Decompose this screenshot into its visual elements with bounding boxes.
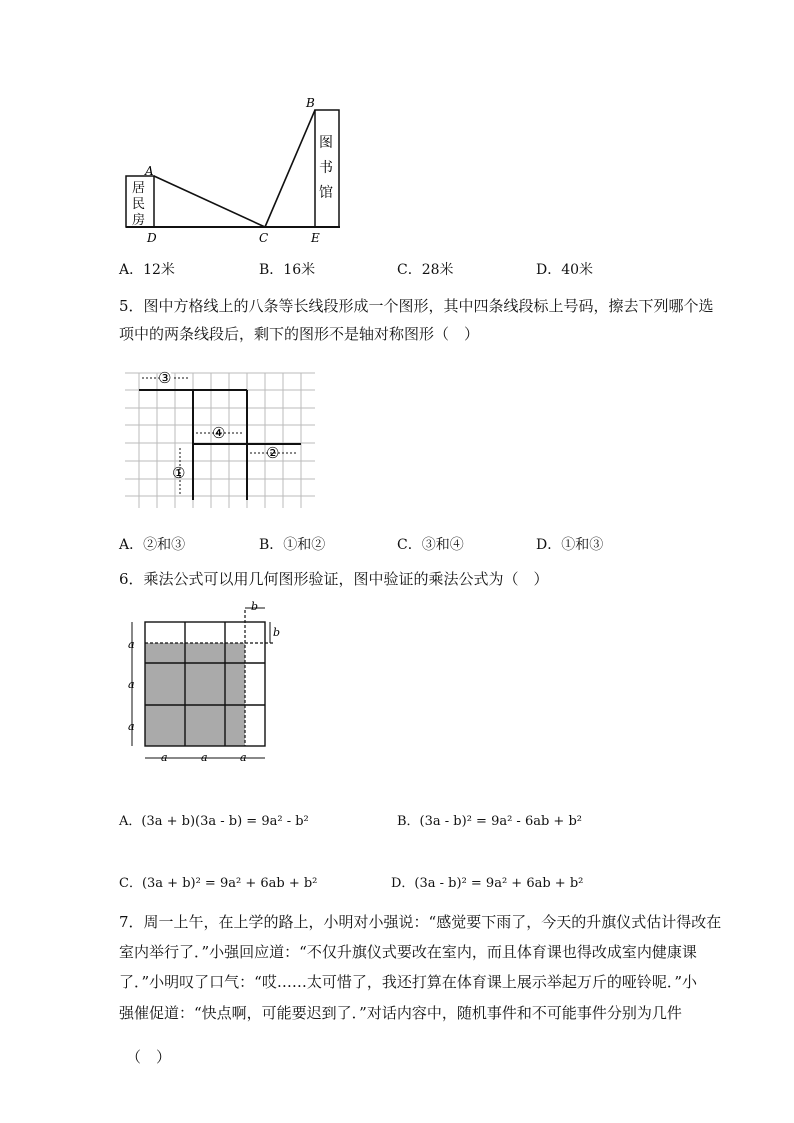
q4-option-a: A．12米 — [119, 262, 175, 278]
segment-label-2: ② — [266, 444, 280, 462]
q6-option-a: A．(3a + b)(3a - b) = 9a² - b² — [119, 814, 309, 829]
segment-label-1: ① — [172, 464, 186, 482]
point-a-label: A — [145, 164, 154, 178]
q5-option-b: B．①和② — [259, 537, 326, 553]
q4-figure — [110, 92, 360, 247]
library-label-3: 馆 — [319, 185, 333, 201]
q5-grid-figure — [120, 368, 320, 513]
dim-a-bottom-3: a — [240, 751, 247, 764]
shaded-region — [145, 643, 245, 746]
q7-stem-line-4: 强催促道：“快点啊，可能要迟到了．”对话内容中，随机事件和不可能事件分别为几件 — [119, 1004, 682, 1022]
q5-option-c: C．③和④ — [397, 537, 464, 553]
q7-stem-line-2: 室内举行了．”小强回应道：“不仅升旗仪式要改在室内，而且体育课也得改成室内健康课 — [119, 943, 697, 961]
dim-b-top: b — [251, 600, 259, 613]
q4-option-b: B．16米 — [259, 262, 316, 278]
q6-stem: 6．乘法公式可以用几何图形验证，图中验证的乘法公式为（ ） — [119, 570, 549, 588]
segment-label-3: ③ — [158, 369, 172, 387]
residence-label-1: 居 — [132, 181, 146, 196]
q6-option-b: B．(3a - b)² = 9a² - 6ab + b² — [397, 814, 582, 829]
q5-option-d: D．①和③ — [536, 537, 604, 553]
point-b-label: B — [306, 96, 315, 110]
q4-option-d: D．40米 — [536, 262, 594, 278]
residence-label-2: 民 — [132, 197, 146, 212]
dim-a-left-2: a — [128, 678, 135, 691]
q6-option-c: C．(3a + b)² = 9a² + 6ab + b² — [119, 876, 318, 891]
q5-option-a: A．②和③ — [119, 537, 186, 553]
dim-a-bottom-2: a — [201, 751, 208, 764]
q6-area-figure — [118, 600, 298, 770]
library-label-2: 书 — [319, 160, 333, 176]
q7-stem-line-3: 了．”小明叹了口气：“哎……太可惜了，我还打算在体育课上展示举起万斤的哑铃呢．”小 — [119, 973, 698, 991]
dim-b-right: b — [273, 626, 281, 639]
q7-stem-line-1: 7．周一上午，在上学的路上，小明对小强说：“感觉要下雨了，今天的升旗仪式估计得改在 — [119, 913, 722, 931]
q5-stem-line-2: 项中的两条线段后，剩下的图形不是轴对称图形（ ） — [119, 325, 480, 343]
segment-label-4: ④ — [212, 424, 226, 442]
segment-ac — [154, 176, 265, 227]
dim-a-left-1: a — [128, 638, 135, 651]
point-c-label: C — [259, 231, 269, 245]
segment-bc — [265, 110, 315, 227]
q4-option-c: C．28米 — [397, 262, 454, 278]
dim-a-bottom-1: a — [161, 751, 168, 764]
point-d-label: D — [147, 231, 157, 245]
q6-option-d: D．(3a - b)² = 9a² + 6ab + b² — [391, 876, 584, 891]
q5-stem-line-1: 5．图中方格线上的八条等长线段形成一个图形，其中四条线段标上号码，擦去下列哪个选 — [119, 297, 714, 315]
q7-stem-line-5: （ ） — [126, 1048, 172, 1066]
dim-a-left-3: a — [128, 720, 135, 733]
residence-label-3: 房 — [132, 213, 146, 228]
library-label-1: 图 — [319, 135, 333, 151]
point-e-label: E — [311, 231, 320, 245]
